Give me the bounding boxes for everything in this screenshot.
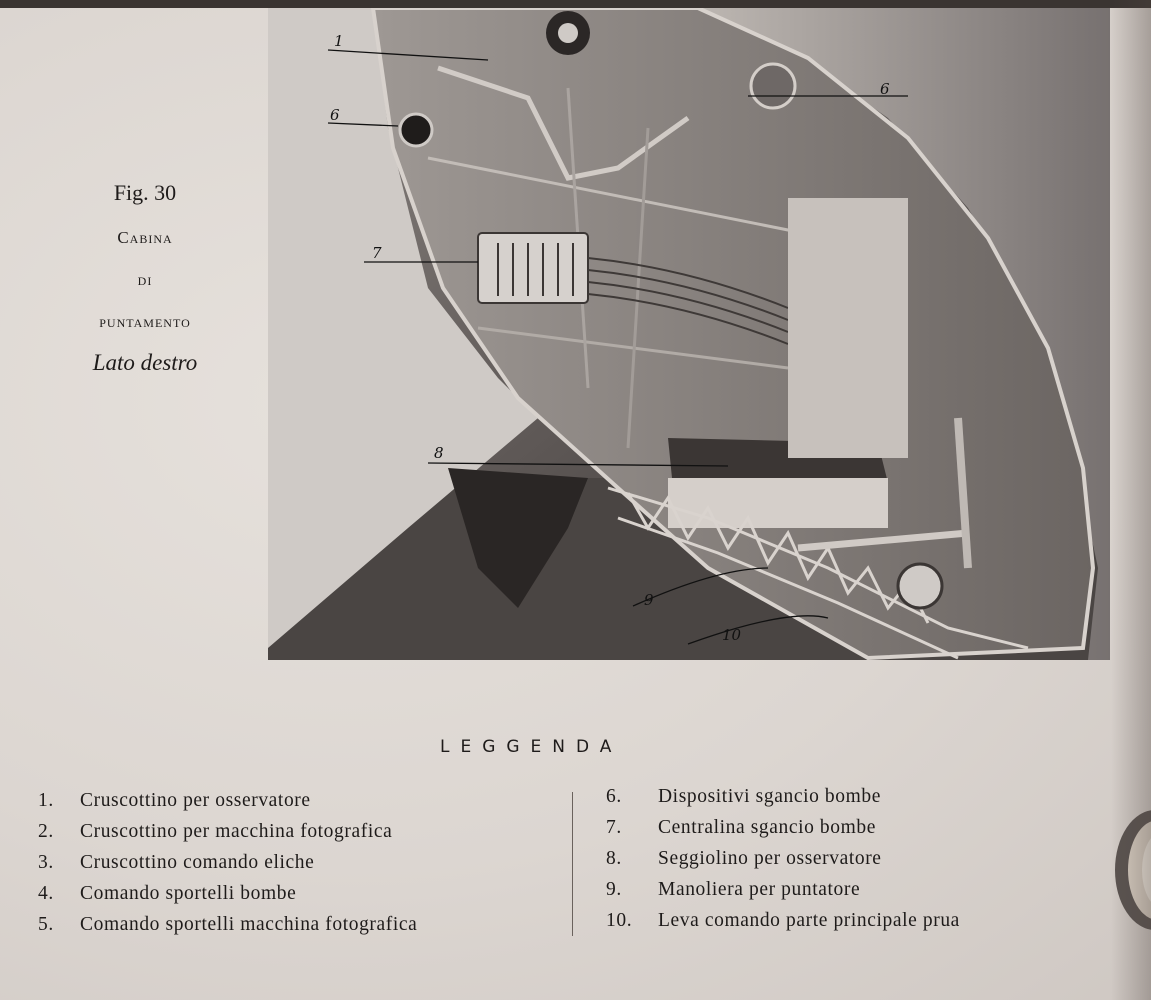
legend-item: 8. Seggiolino per osservatore (606, 848, 882, 869)
cockpit-photograph (268, 8, 1110, 660)
legend-divider (572, 792, 573, 936)
page-edge-shadow (1111, 0, 1151, 1000)
callout-10: 10 (722, 626, 742, 644)
callout-6-left: 6 (330, 106, 340, 124)
legend-item: 4. Comando sportelli bombe (38, 883, 297, 904)
caption-line-4: Lato destro (92, 350, 198, 375)
legend-item: 5. Comando sportelli macchina fotografica (38, 914, 418, 935)
legend-item: 6. Dispositivi sgancio bombe (606, 786, 881, 807)
callout-8: 8 (434, 444, 444, 462)
legend-item: 1. Cruscottino per osservatore (38, 790, 311, 811)
legend-item: 9. Manoliera per puntatore (606, 879, 861, 900)
legend-left-column (38, 790, 417, 945)
callout-7: 7 (372, 244, 382, 262)
caption-line-3: puntamento (99, 312, 191, 331)
legend-item: 10. Leva comando parte principale prua (606, 910, 960, 931)
legend-right-column (606, 786, 960, 941)
cockpit-photo-image (268, 8, 1110, 660)
figure-number: Fig. 30 (113, 180, 177, 205)
callout-6-right: 6 (880, 80, 890, 98)
legend-item: 2. Cruscottino per macchina fotografica (38, 821, 393, 842)
callout-1: 1 (334, 32, 344, 50)
page-top-edge (0, 0, 1151, 8)
figure-caption (40, 180, 250, 376)
legend-title: LEGGENDA (440, 737, 623, 757)
legend-item: 7. Centralina sgancio bombe (606, 817, 877, 838)
legend-item: 3. Cruscottino comando eliche (38, 852, 315, 873)
callout-9: 9 (644, 591, 654, 609)
caption-line-1: Cabina (117, 228, 173, 247)
caption-line-2: di (137, 270, 153, 289)
